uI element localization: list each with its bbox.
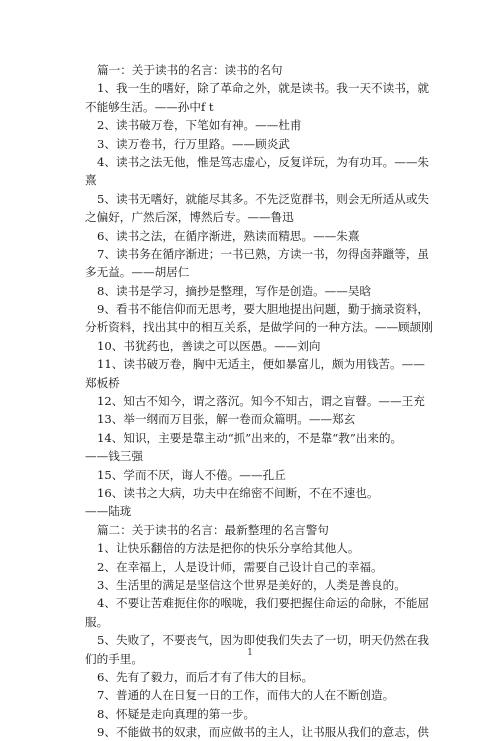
text-line: 9、看书不能信仰而无思考，要大胆地提出问题，勤于摘录资料，	[97, 302, 430, 317]
text-line: 6、先有了毅力，而后才有了伟大的目标。	[97, 669, 314, 684]
text-line: 14、知识，主要是靠主动“抓”出来的，不是靠“教”出来的。	[97, 430, 403, 445]
text-line: 2、在幸福上，人是设计师，需要自己设计自己的幸福。	[97, 559, 383, 574]
text-line: 1、我一生的嗜好，除了革命之外，就是读书。我一天不读书，就	[97, 81, 430, 96]
text-line: 4、读书之法无他，惟是笃志虚心，反复详玩，为有功耳。——朱	[97, 154, 430, 169]
text-line: 多无益。——胡居仁	[85, 265, 190, 280]
text-line: 10、书犹药也，善读之可以医愚。——刘向	[97, 338, 321, 353]
text-line: 4、不要让苦难扼住你的喉咙，我们要把握住命运的命脉，不能屈	[97, 596, 430, 611]
text-line: 不能够生活。——孙中f t	[85, 99, 214, 114]
text-line: 16、读书之大病，功夫中在绵密不间断，不在不速也。	[97, 485, 379, 500]
text-line: 篇二：关于读书的名言：最新整理的名言警句	[97, 522, 329, 537]
text-line: 15、学而不厌，诲人不倦。——孔丘	[97, 467, 286, 482]
text-line: 5、读书无嗜好，就能尽其多。不先泛览群书，则会无所适从或失	[97, 191, 430, 206]
text-line: 之偏好，广然后深，博然后专。——鲁迅	[85, 210, 294, 225]
text-line: 熹	[85, 173, 97, 188]
page-number: 1	[247, 648, 253, 658]
text-line: 郑板桥	[85, 375, 120, 390]
text-line: 分析资料，找出其中的相互关系，是做学问的一种方法。——顾颉刚	[85, 320, 433, 335]
text-line: 5、失败了，不要丧气，因为即使我们失去了一切，明天仍然在我	[97, 633, 430, 648]
text-line: 11、读书破万卷，胸中无适主，便如暴富儿，颇为用钱苦。——	[97, 357, 425, 372]
text-line: 服。	[85, 614, 109, 629]
text-line: 6、读书之法，在循序渐进，熟读而精思。——朱熹	[97, 228, 360, 243]
text-line: 篇一：关于读书的名言：读书的名句	[97, 63, 283, 77]
text-line: 9、不能做书的奴隶，而应做书的主人，让书服从我们的意志，供	[97, 725, 430, 740]
text-line: 3、生活里的满足是坚信这个世界是美好的，人类是善良的。	[97, 577, 406, 592]
document-body	[85, 61, 435, 741]
text-line: 8、读书是学习，摘抄是整理，写作是创造。——吴晗	[97, 283, 372, 298]
text-line: ——钱三强	[85, 449, 143, 464]
text-line: 1、让快乐翻倍的方法是把你的快乐分享给其他人。	[97, 541, 360, 556]
text-line: 7、普通的人在日复一日的工作，而伟大的人在不断创造。	[97, 688, 395, 703]
text-line: 13、举一纲而万目张，解一卷而众篇明。——郑玄	[97, 412, 356, 427]
text-line: 7、读书务在循序渐进；一书已熟，方读一书，勿得卤莽躐等，虽	[97, 246, 430, 261]
text-line: 2、读书破万卷，下笔如有神。——杜甫	[97, 118, 302, 133]
text-line: 3、读万卷书，行万里路。——顾炎武	[97, 136, 290, 151]
text-line: 8、怀疑是走向真理的第一步。	[97, 706, 256, 721]
text-line: 们的手里。	[85, 651, 143, 666]
text-line: 12、知古不知今，谓之落沉。知今不知古，谓之盲瞽。——王充	[97, 394, 425, 409]
text-line: ——陆珑	[85, 504, 132, 519]
